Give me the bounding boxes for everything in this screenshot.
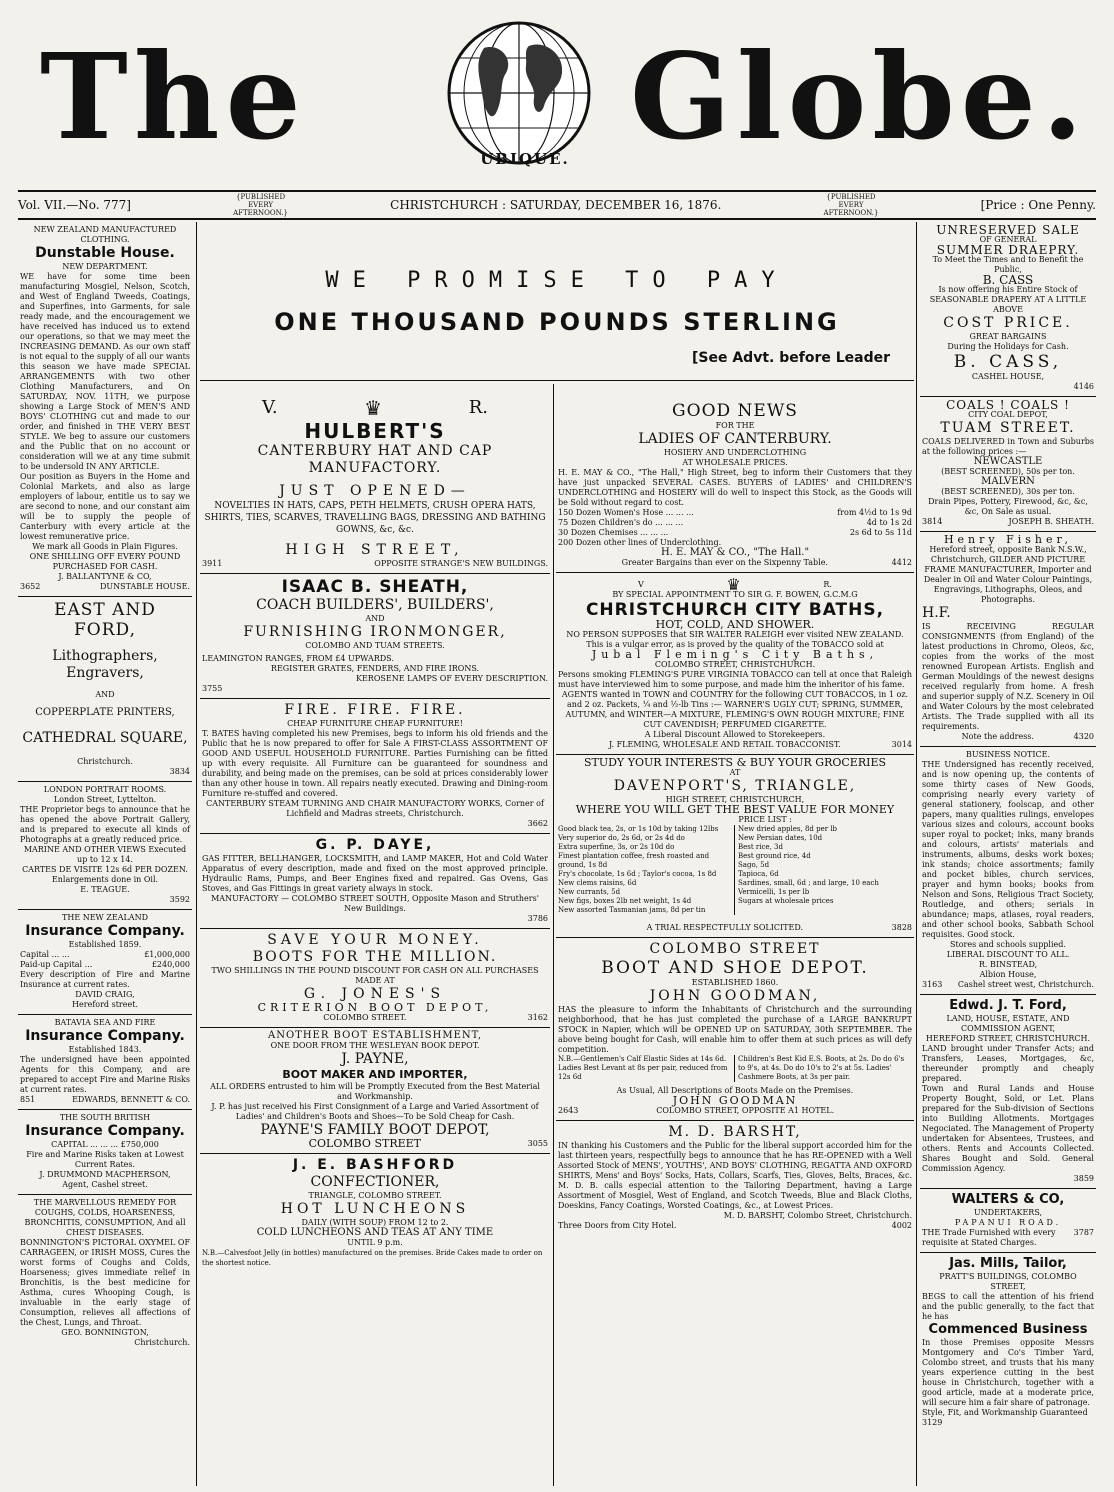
ad-body: NO PERSON SUPPOSES that SIR WALTER RALEIGH ever visited NEW ZEALAND. This is a vulgar error, as is proved by the quality of the TOBACCO sold at — [566, 630, 904, 649]
ad-line: LEAMINGTON RANGES, FROM £4 UPWARDS. — [202, 654, 394, 663]
capital-value: £1,000,000 — [144, 950, 190, 959]
ad-address: Hereford street. — [72, 1000, 138, 1009]
ad-address: CASHEL HOUSE, — [971, 372, 1045, 381]
ad-body: Our position as Buyers in the Home and Colonial Markets, and also as large employers of labour, entitle us to say we are second to none, and our constant aim will be to supply the people of Canterbury with every article at the lowest remunerative price. — [20, 472, 190, 541]
ad-j-payne — [200, 1028, 550, 1154]
ad-h-e-may — [556, 388, 914, 573]
ad-number: 3662 — [527, 819, 548, 828]
ad-subtitle: FURNISHING IRONMONGER, — [243, 624, 507, 640]
column-2 — [200, 388, 550, 1486]
ad-new-zealand-insurance — [18, 910, 192, 1015]
ad-line: REGISTER GRATES, FENDERS, AND FIRE IRONS. — [270, 664, 480, 673]
ad-line: AT — [729, 768, 741, 777]
ad-number: 2643 — [558, 1106, 579, 1115]
price-list-item: New dried apples, 8d per lb — [738, 825, 838, 833]
ad-walters — [920, 1189, 1096, 1253]
ad-line: COST PRICE. — [943, 315, 1073, 331]
volume-number: Vol. VII.—No. 777] — [18, 198, 131, 212]
ad-body: Persons smoking FLEMING'S PURE VIRGINIA TOBACCO can tell at once that Raleigh must have interviewed him to some purpose, and made him the inheritor of his fame. — [558, 670, 912, 689]
price-list-item: Vermicelli, 1s per lb — [738, 888, 810, 896]
ad-kicker: COLOMBO STREET — [649, 941, 821, 957]
ad-bonnington-remedy — [18, 1195, 192, 1351]
ad-kicker: BATAVIA SEA AND FIRE — [54, 1018, 156, 1027]
ad-line: HOT LUNCHEONS — [280, 1201, 470, 1217]
ad-body: BEGS to call the attention of his friend and the public generally, to the fact that he has — [922, 1292, 1094, 1321]
ad-number: 3652 — [20, 582, 41, 591]
ad-title: BOOT MAKER AND IMPORTER, — [282, 1068, 468, 1081]
ad-line: COLOMBO AND TUAM STREETS. — [305, 641, 445, 650]
ad-body: THE Proprietor begs to announce that he has opened the above Portrait Gallery, and is prepared to execute all kinds of Photographs at a greatly reduced price. — [20, 805, 190, 844]
royal-r: R. — [468, 397, 488, 418]
ad-body: NOVELTIES IN HATS, CAPS, PETH HELMETS, CRUSH OPERA HATS, SHIRTS, TIES, SCARVES, TRAVELLING BAGS, DRESSING AND BATHING GOWNS, &c, &c. — [204, 501, 546, 535]
ad-title: Insurance Company. — [25, 1028, 185, 1044]
ad-isaac-sheath — [200, 574, 550, 699]
ad-signature: B. CASS, — [953, 352, 1063, 372]
ad-note: A Liberal Discount Allowed to Storekeepers. — [644, 730, 826, 739]
ad-number: 3129 — [922, 1418, 943, 1427]
ad-address: COLOMBO STREET — [308, 1137, 421, 1150]
ad-title: M. D. BARSHT, — [668, 1124, 802, 1140]
price-item: 200 Dozen other lines of Underclothing. — [558, 538, 722, 547]
ad-line: MALVERN — [981, 476, 1035, 487]
ad-signature: EDWARDS, BENNETT & CO. — [72, 1095, 190, 1104]
ad-address: HEREFORD STREET, CHRISTCHURCH. — [925, 1034, 1091, 1043]
ad-signature: M. D. BARSHT, Colombo Street, Christchurch. — [723, 1211, 912, 1220]
ad-kicker: THE NEW ZEALAND — [62, 913, 148, 922]
ad-body: Children's Best Kid E.S. Boots, at 2s. Do do 6's to 9's, at 4s. Do do 10's to 2's at 5s. Ladies' Cashmere Boots, at 3s per pair. — [738, 1055, 905, 1081]
masthead — [0, 0, 1114, 190]
ad-henry-fisher — [920, 532, 1096, 747]
ad-m-d-barsht — [556, 1121, 914, 1234]
ad-address: TRIANGLE, COLOMBO STREET. — [308, 1191, 442, 1200]
ad-signature: GEO. BONNINGTON, — [61, 1328, 149, 1337]
masthead-word-globe: Globe. — [630, 27, 1089, 166]
ad-initials: H.F. — [922, 605, 951, 621]
ad-number: 3014 — [891, 740, 912, 749]
price-list-item: Best ground rice, 4d — [738, 852, 811, 860]
ad-address: Agent, Cashel street. — [62, 1180, 148, 1189]
ad-body: BONNINGTON'S PICTORAL OXYMEL OF CARRAGEEN, or IRISH MOSS, Cures the worst forms of Coughs and Colds, Hoarseness; gives immediate relief in Bronchitis, is the best medicine for Asthma, cures Whooping Cough, is invaluable in the early stage of Consumption, relieves all affections of the Chest, Lungs, and Throat. — [20, 1238, 190, 1327]
ad-line: OF GENERAL — [979, 235, 1037, 244]
ad-address: CANTERBURY STEAM TURNING AND CHAIR MANUFACTORY WORKS, Corner of Lichfield and Madras streets, Christchurch. — [206, 799, 544, 818]
ad-address: PRATT'S BUILDINGS, COLOMBO STREET, — [939, 1272, 1077, 1291]
price-list-item: Sardines, small, 6d ; and large, 10 each — [738, 879, 879, 887]
ad-signature: DAVID CRAIG, — [75, 990, 135, 999]
ad-b-cass — [920, 222, 1096, 397]
ad-number: 4412 — [891, 558, 912, 567]
ad-number: 3786 — [527, 914, 548, 923]
ad-title: ISAAC B. SHEATH, — [281, 577, 469, 597]
ad-highlight: Commenced Business — [928, 1322, 1088, 1337]
ad-note: Note the address. — [961, 732, 1034, 741]
ad-number: 3163 — [922, 980, 943, 989]
ad-name: G. JONES'S — [303, 986, 447, 1002]
price-list-item: Finest plantation coffee, fresh roasted and ground, 1s 8d — [558, 852, 710, 869]
ad-body: Fire and Marine Risks taken at Lowest Current Rates. — [26, 1150, 184, 1169]
ad-city-baths — [556, 573, 914, 755]
ad-title: BUSINESS NOTICE. — [965, 750, 1051, 759]
ad-line: UNTIL 9 p.m. — [347, 1238, 403, 1247]
ad-signature: J. FLEMING, WHOLESALE AND RETAIL TOBACCONIST. — [608, 740, 841, 749]
ad-fire-furniture — [200, 699, 550, 834]
ad-note: MARINE AND OTHER VIEWS Executed up to 12 x 14. — [23, 845, 187, 864]
ad-body: ALL ORDERS entrusted to him will be Promptly Executed from the Best Material and Workmanship. — [210, 1082, 540, 1101]
ad-subtitle: HOT, COLD, AND SHOWER. — [655, 618, 815, 631]
ad-body: LAND brought under Transfer Acts; and Transfers, Leases, Mortgages, &c, thereunder promptly and cheaply prepared. — [922, 1044, 1094, 1083]
price-list-item: New currants, 5d — [558, 888, 621, 896]
masthead-word-the: The — [40, 27, 307, 166]
ad-number: 4146 — [1073, 382, 1094, 391]
ad-number: 3859 — [1073, 1174, 1094, 1183]
ad-line: DAILY (WITH SOUP) FROM 12 to 2. — [301, 1218, 449, 1227]
ad-title: THE MARVELLOUS REMEDY FOR COUGHS, COLDS, HOARSENESS, BRONCHITIS, CONSUMPTION, And all CHEST DISEASES. — [24, 1198, 186, 1237]
column-rule — [196, 222, 197, 1486]
ad-body: In those Premises opposite Messrs Montgomery and Co's Timber Yard, Colombo street, and trusts that his many years experience cutting in the best house in Christchurch, together with a good article, made at a moderate price, will secure him a fair share of patronage. — [922, 1338, 1094, 1407]
ad-line: CITY COAL DEPOT, — [968, 410, 1048, 419]
ad-number: 851 — [20, 1095, 36, 1104]
ad-line: PRICE LIST : — [738, 815, 792, 824]
ad-line: JUST OPENED— — [279, 483, 471, 499]
ad-note: Enlargements done in Oil. — [51, 875, 159, 884]
ad-title: EAST AND FORD, — [54, 600, 156, 640]
banner-line-3: [See Advt. before Leader — [692, 350, 890, 366]
ad-note: CARTES DE VISITE 12s 6d PER DOZEN. — [22, 865, 188, 874]
ad-title: FIRE. FIRE. FIRE. — [284, 702, 466, 718]
ad-note: ONE SHILLING OFF EVERY POUND PURCHASED FOR CASH. — [29, 552, 181, 571]
ad-title: Jas. Mills, Tailor, — [949, 1256, 1067, 1271]
ad-address: Albion House, — [979, 970, 1037, 979]
price-list-item: Very superior do, 2s 6d, or 2s 4d do — [558, 834, 685, 842]
ad-name: JOHN GOODMAN, — [649, 988, 821, 1004]
column-3 — [556, 388, 914, 1486]
ad-title: Dunstable House. — [35, 245, 175, 261]
ad-address: London Street, Lyttelton. — [53, 795, 157, 804]
ad-address: Cashel street west, Christchurch. — [957, 980, 1094, 989]
ad-body: N.B.—Gentlemen's Calf Elastic Sides at 14s 6d. Ladies Best Levant at 8s per pair, reduced from 12s 6d — [558, 1055, 735, 1082]
ad-title: J. E. BASHFORD — [292, 1157, 458, 1173]
ad-line: Jubal Fleming's City Baths, — [591, 648, 879, 661]
royal-v: V. — [262, 397, 278, 418]
ad-line: KEROSENE LAMPS OF EVERY DESCRIPTION. — [355, 674, 548, 683]
ad-john-goodman — [556, 938, 914, 1121]
ad-address: HIGH STREET, CHRISTCHURCH, — [665, 795, 805, 804]
ad-south-british-insurance — [18, 1110, 192, 1195]
royal-r: R. — [823, 580, 832, 589]
ad-line: CATHEDRAL SQUARE, — [22, 730, 188, 746]
ad-davenports — [556, 755, 914, 938]
ad-dunstable-house — [18, 222, 192, 597]
price-list-item: Best rice, 3d — [738, 843, 783, 851]
published-note-left: {PUBLISHED EVERY AFTERNOON.} — [233, 193, 288, 217]
ad-line: (BEST SCREENED), 30s per ton. — [941, 487, 1075, 496]
ad-g-p-daye — [200, 834, 550, 929]
ad-line: GREAT BARGAINS — [969, 332, 1047, 341]
column-4 — [920, 222, 1096, 1486]
price: [Price : One Penny. — [980, 198, 1096, 212]
ad-line: CAPITAL ... ... ... £750,000 — [51, 1140, 159, 1149]
ad-title: GOOD NEWS — [672, 401, 798, 421]
ad-body: TWO SHILLINGS IN THE POUND DISCOUNT FOR CASH ON ALL PURCHASES MADE AT — [211, 966, 539, 985]
price-item: 30 Dozen Chemises ... ... ... — [558, 528, 669, 537]
ad-title: SUMMER DRAEPRY. — [936, 243, 1080, 257]
ad-signature: J. DRUMMOND MACPHERSON, — [39, 1170, 171, 1179]
ad-body: Is now offering his Entire Stock of SEASONABLE DRAPERY AT A LITTLE ABOVE — [929, 285, 1087, 314]
ad-address: COLOMBO STREET, OPPOSITE A1 HOTEL. — [656, 1106, 835, 1115]
ad-batavia-insurance — [18, 1015, 192, 1110]
ad-body: Town and Rural Lands and House Property Bought, Sold, or Let. Plans prepared for the Sub-division of Sections into Building Allotments. Mortgages Negociated. The Management of Property undertaken for Absentees, Trustees, and others. Rents and Accounts Collected. Shares Bought and Sold. General Commission Agency. — [922, 1084, 1094, 1173]
ad-subtitle: CHEAP FURNITURE CHEAP FURNITURE! — [287, 719, 463, 728]
ad-line: FOR THE — [715, 421, 755, 430]
ad-address: OPPOSITE STRANGE'S NEW BUILDINGS. — [374, 559, 548, 568]
ad-city: Christchurch. — [134, 1338, 190, 1347]
ad-number: 3911 — [202, 559, 223, 568]
ad-body: THE Trade Furnished with every requisite at Stated Charges. — [922, 1228, 1056, 1247]
ad-number: 3755 — [202, 684, 223, 693]
ad-subtitle: NEW DEPARTMENT. — [62, 262, 148, 271]
ad-g-jones — [200, 929, 550, 1028]
ad-address: COLOMBO STREET, CHRISTCHURCH. — [654, 660, 816, 669]
price-list-item: New Persian dates, 10d — [738, 834, 823, 842]
ad-note: A TRIAL RESPECTFULLY SOLICITED. — [646, 923, 803, 932]
ad-line: PAYNE'S FAMILY BOOT DEPOT, — [260, 1122, 490, 1138]
ad-title: CHRISTCHURCH CITY BATHS, — [585, 600, 885, 620]
ad-number: 3787 — [1073, 1228, 1094, 1237]
ad-body: IS RECEIVING REGULAR CONSIGNMENTS (from England) of the latest productions in Chromo, Oleos, &c, copies from the works of the most renowned European Artists. English and German Mouldings of the newest designs received regularly from home. A fresh and superior supply of N.Z. Scenery in Oil and Water Colours by the most celebrated Artists. The Trade supplied with all its requirements. — [922, 622, 1094, 731]
price-list-item: Sago, 5d — [738, 861, 770, 869]
paid-up-label: Paid-up Capital ... — [20, 960, 93, 969]
ad-city-coal-depot — [920, 397, 1096, 532]
published-note-right: {PUBLISHED EVERY AFTERNOON.} — [823, 193, 879, 217]
ad-title: G. P. DAYE, — [315, 837, 435, 853]
ad-body: Every description of Fire and Marine Insurance at current rates. — [20, 970, 190, 989]
ad-signature: H. E. MAY & CO., "The Hall." — [660, 547, 810, 558]
ad-signature: J. BALLANTYNE & CO, — [58, 572, 152, 581]
ad-body: Hereford street, opposite Bank N.S.W., Christchurch, GILDER AND PICTURE FRAME MANUFACTURER, Importer and Dealer in Oil and Water Colour Paintings, Engravings, Lithographs, Oleos, and Photographs. — [923, 545, 1093, 604]
ad-body: IN thanking his Customers and the Public for the liberal support accorded him for the last thirteen years, respectfully begs to announce that he has RE-OPENED with a Well Assorted Stock of MENS', YOUTHS', AND BOYS' CLOTHING, REGATTA AND OXFORD SHIRTS, Mens' and Boys' Socks, Hats, Collars, Scarfs, Ties, Gloves, Belts, Braces, &c. M. D. B. calls especial attention to the Tailoring Department, having a Large Assortment of Mosgiel, West of England, and Scotch Tweeds, Blue and Black Cloths, Doeskins, Fancy Coatings, Worsted Coatings, &c., at Lowest Prices. — [558, 1141, 912, 1210]
ad-line: ESTABLISHED 1860. — [691, 978, 779, 987]
ad-kicker: ANOTHER BOOT ESTABLISHMENT, — [267, 1030, 483, 1041]
ad-number: 3162 — [527, 1013, 548, 1022]
price-list-item: New clems raisins, 6d — [558, 879, 637, 887]
ad-number: 3828 — [891, 923, 912, 932]
ad-number: 4002 — [891, 1221, 912, 1230]
ad-subtitle: Established 1843. — [68, 1045, 142, 1054]
price-list — [558, 825, 912, 915]
banner-line-2: ONE THOUSAND POUNDS STERLING — [274, 308, 840, 336]
banner-line-1: WE PROMISE TO PAY — [325, 268, 789, 293]
ad-signature: R. BINSTEAD, — [978, 960, 1038, 969]
price-list-item: Fry's chocolate, 1s 6d ; Taylor's cocoa, 1s 8d — [558, 870, 717, 878]
column-rule — [553, 384, 554, 1486]
ad-kicker: BY SPECIAL APPOINTMENT TO SIR G. F. BOWEN, G.C.M.G — [612, 590, 858, 599]
ad-body: The undersigned have been appointed Agents for this Company, and are prepared to accept Fire and Marine Risks at current rates. — [20, 1055, 190, 1094]
ad-subtitle: LADIES OF CANTERBURY. — [638, 431, 832, 447]
dateline: CHRISTCHURCH : SATURDAY, DECEMBER 16, 1876. — [390, 198, 722, 212]
ad-line: COLD LUNCHEONS AND TEAS AT ANY TIME — [256, 1227, 494, 1238]
ad-signature: E. TEAGUE. — [80, 885, 130, 894]
ad-body: H. E. MAY & CO., "The Hall," High Street, beg to inform their Customers that they have just unpacked SEVERAL CASES. BUYERS of LADIES' and CHILDREN'S UNDERCLOTHING and HOSIERY will do well to inspect this Stock, as the Goods will be Sold without regard to cost. — [558, 468, 912, 507]
ad-note: Greater Bargains than ever on the Sixpenny Table. — [621, 558, 828, 567]
ad-body: WE have for some time been manufacturing Mosgiel, Nelson, Scotch, and West of England Tweeds, Coatings, and Superfines, into Garments, for sale ready made, and the encouragement we have received has induced us to extend our operations, so that we may meet the INCREASING DEMAND. As our own staff is not equal to the supply of all our wants this season we have made SPECIAL ARRANGEMENTS with two other Clothing Manufacturers, and On SATURDAY, NOV. 11TH, we purpose showing a Large Stock of MEN'S AND BOYS' CLOTHING cut and made to our order, and finished in THE VERY BEST STYLE. We beg to assure our customers and the Public that on no account or consideration will we at any time submit to be undersold IN ANY ARTICLE. — [20, 272, 190, 471]
ad-city: Christchurch. — [77, 757, 133, 766]
ad-note: We mark all Goods in Plain Figures. — [32, 542, 178, 551]
ad-address: PAPANUI ROAD. — [954, 1218, 1062, 1227]
ad-subtitle: BOOTS FOR THE MILLION. — [252, 949, 498, 965]
ad-title: DAVENPORT'S, TRIANGLE, — [613, 778, 857, 794]
ad-title: Henry Fisher, — [943, 533, 1073, 546]
ad-edwd-ford — [920, 995, 1096, 1189]
price-row — [558, 518, 912, 528]
price-list-item: New assorted Tasmanian jams, 8d per tin — [558, 906, 706, 914]
ad-note: N.B.—Calvesfoot Jelly (in bottles) manufactured on the premises. Bride Cakes made to order on the shortest notice. — [202, 1249, 543, 1267]
ad-address: COLOMBO STREET. — [323, 1013, 407, 1022]
ad-subtitle: UNDERTAKERS, — [973, 1208, 1043, 1217]
column-rule — [916, 222, 917, 1486]
ad-subtitle: COACH BUILDERS', BUILDERS', — [256, 597, 494, 613]
price-list-item: Good black tea, 2s, or 1s 10d by taking 12lbs — [558, 825, 719, 833]
ad-body: COALS DELIVERED in Town and Suburbs at the following prices :— — [922, 437, 1094, 456]
ad-line: HIGH STREET, — [285, 542, 465, 558]
ad-line: (BEST SCREENED), 50s per ton. — [941, 467, 1075, 476]
ad-number: 4320 — [1073, 732, 1094, 741]
ad-jas-mills — [920, 1253, 1096, 1431]
ad-subtitle: LAND, HOUSE, ESTATE, AND COMMISSION AGENT, — [946, 1014, 1070, 1033]
price-list-item: Extra superfine, 3s, or 2s 10d do — [558, 843, 675, 851]
column-1 — [18, 222, 192, 1486]
ad-london-portrait-rooms — [18, 782, 192, 910]
ad-line: AT WHOLESALE PRICES. — [682, 458, 788, 467]
ad-body: GAS FITTER, BELLHANGER, LOCKSMITH, and LAMP MAKER, Hot and Cold Water Apparatus of every description, made and fixed on the most approved principle. Hydraulic Rams, Pumps, and Beer Engines fixed and repaired. Gas Ovens, Gas Stoves, and Gas Fittings in great variety always in stock. — [202, 854, 548, 893]
ad-name: B. CASS — [982, 273, 1034, 287]
ad-name: J. PAYNE, — [341, 1051, 409, 1067]
ad-title: Edwd. J. T. Ford, — [949, 998, 1067, 1013]
ad-line: HOSIERY AND UNDERCLOTHING — [663, 448, 807, 457]
issue-info-bar — [18, 190, 1096, 220]
ad-title: Insurance Company. — [25, 1123, 185, 1139]
ad-kicker: STUDY YOUR INTERESTS & BUY YOUR GROCERIES — [583, 756, 887, 769]
price-row — [558, 508, 912, 518]
ad-subtitle: Established 1859. — [68, 940, 142, 949]
ad-title: COALS ! COALS ! — [946, 398, 1070, 412]
ad-subtitle: CANTERBURY HAT AND CAP MANUFACTORY. — [257, 443, 493, 476]
paid-up-value: £240,000 — [151, 960, 190, 969]
ad-body: J. P. has just received his First Consignment of a Large and Varied Assortment of Ladies' and Children's Boots and Shoes—To be Sold Cheap for Cash. — [211, 1102, 539, 1121]
ad-body: To Meet the Times and to Benefit the Public, — [932, 255, 1084, 274]
globe-icon — [444, 18, 594, 168]
ad-j-e-bashford — [200, 1154, 550, 1271]
ad-body: THE Undersigned has recently received, and is now opening up, the contents of some thirty cases of New Goods, comprising nearly every variety of general stationery, foolscap, and other papers, many qualities rulings, envelopes various sizes and colours, account books super royal to pocket; inks, many brands and colours, artists' materials and instruments, albums, desks work boxes; ink stands; choice assortments; family and pocket bibles, church services, prayer and hymn books; books from Nelson and Sons, Religious Tract Society, Routledge, and others; serials in abundance; maps, atlases, royal readers, and other school books, Sabbath School requisites. Good stock. — [922, 760, 1094, 939]
masthead-motto: UBIQUE. — [480, 150, 570, 168]
coat-of-arms-icon: ♛ — [726, 575, 741, 594]
price-value: 4d to 1s 2d — [866, 518, 912, 527]
price-item: 75 Dozen Children's do ... ... ... — [558, 518, 684, 527]
ad-title: BOOT AND SHOE DEPOT. — [601, 958, 869, 978]
price-list-item: Tapioca, 6d — [738, 870, 779, 878]
ad-title: SAVE YOUR MONEY. — [267, 932, 483, 948]
ad-east-and-ford — [18, 597, 192, 782]
ad-hulberts — [200, 388, 550, 574]
price-value: 2s 6d to 5s 11d — [849, 528, 912, 537]
ad-title: HULBERT'S — [304, 419, 446, 443]
ad-line: AND — [365, 614, 385, 623]
ad-line: ONE DOOR FROM THE WESLEYAN BOOK DEPOT. — [270, 1041, 480, 1050]
ad-kicker: NEW ZEALAND MANUFACTURED CLOTHING. — [33, 225, 177, 244]
royal-v: V — [638, 580, 644, 589]
ad-kicker: THE SOUTH BRITISH — [59, 1113, 151, 1122]
ad-subtitle: CONFECTIONER, — [310, 1174, 440, 1190]
ad-address: DUNSTABLE HOUSE. — [99, 582, 190, 591]
price-value: from 4½d to 1s 9d — [837, 508, 912, 517]
ad-note: Three Doors from City Hotel. — [558, 1221, 677, 1230]
ad-line: CRITERION BOOT DEPOT, — [257, 1001, 493, 1014]
ad-number: 3055 — [527, 1139, 548, 1148]
price-item: 150 Dozen Women's Hose ... ... ... — [558, 508, 694, 517]
ad-body: Drain Pipes, Pottery, Firewood, &c, &c, &c, On Sale as usual. — [928, 497, 1088, 516]
ad-number: 3592 — [169, 895, 190, 904]
ad-body: HAS the pleasure to inform the Inhabitants of Christchurch and the surrounding neighborhood, that he has just completed the purchase of a LARGE BANKRUPT STOCK in Napier, which will be OPENED UP on SATURDAY, 30th SEPTEMBER. The above being bought for Cash, will enable him to offer them at such prices as will defy competition. — [558, 1005, 912, 1054]
promise-banner — [200, 230, 914, 381]
ad-line: NEWCASTLE — [973, 456, 1043, 467]
ad-line: COPPERPLATE PRINTERS, — [35, 707, 175, 718]
ad-number: 3814 — [922, 517, 943, 526]
ad-kicker: UNRESERVED SALE — [936, 223, 1080, 237]
capital-label: Capital ... ... — [20, 950, 70, 959]
ad-title: LONDON PORTRAIT ROOMS. — [43, 785, 167, 794]
ad-line: AND — [95, 690, 115, 699]
ad-r-binstead — [920, 747, 1096, 995]
ad-body: AGENTS wanted in TOWN and COUNTRY for the following CUT TOBACCOS, in 1 oz. and 2 oz. Packets, ¼ and ½-lb Tins :— WARNER'S UGLY CUT; SPRING, SUMMER, AUTUMN, and WINTER—A MIXTURE, FLEMING'S OWN ROUGH MIXTURE; FINE CUT CAVENDISH; PERFUMED CIGARETTE. — [561, 690, 909, 729]
ad-note: Style, Fit, and Workmanship Guaranteed — [922, 1408, 1088, 1417]
ad-note: Stores and schools supplied. — [950, 940, 1066, 949]
ad-line: Lithographers, Engravers, — [52, 648, 158, 681]
ad-line: WHERE YOU WILL GET THE BEST VALUE FOR MONEY — [575, 803, 895, 816]
ad-signature: JOHN GOODMAN — [672, 1094, 798, 1107]
ad-number: 3834 — [169, 767, 190, 776]
ad-title: WALTERS & CO, — [951, 1192, 1065, 1207]
ad-line: During the Holidays for Cash. — [947, 342, 1069, 351]
price-list-item: Sugars at wholesale prices — [738, 897, 834, 905]
ad-title: Insurance Company. — [25, 923, 185, 939]
coat-of-arms-icon: ♛ — [364, 396, 383, 420]
ad-note: As Usual, All Descriptions of Boots Made on the Premises. — [616, 1086, 854, 1095]
ad-note: LIBERAL DISCOUNT TO ALL. — [946, 950, 1070, 959]
price-row — [558, 528, 912, 538]
ad-body: T. BATES having completed his new Premises, begs to inform his old friends and the Public that he is now prepared to offer for Sale A FIRST-CLASS ASSORTMENT OF GOOD AND USEFUL HOUSEHOLD FURNITURE. Parties Furnishing can be fitted up with every requisite. All Furniture can be guaranteed for soundness and durability, and being made on the premises, can be sold at prices considerably lower than any other house in town. All repairs neatly executed. Drawing and Dining-room Furniture re-stuffed and covered. — [202, 729, 548, 798]
price-list-item: New figs, boxes 2lb net weight, 1s 4d — [558, 897, 692, 905]
ad-line: TUAM STREET. — [940, 420, 1076, 436]
ad-signature: JOSEPH B. SHEATH. — [1008, 517, 1094, 526]
ad-address: MANUFACTORY — COLOMBO STREET SOUTH, Opposite Mason and Struthers' New Buildings. — [211, 894, 539, 913]
